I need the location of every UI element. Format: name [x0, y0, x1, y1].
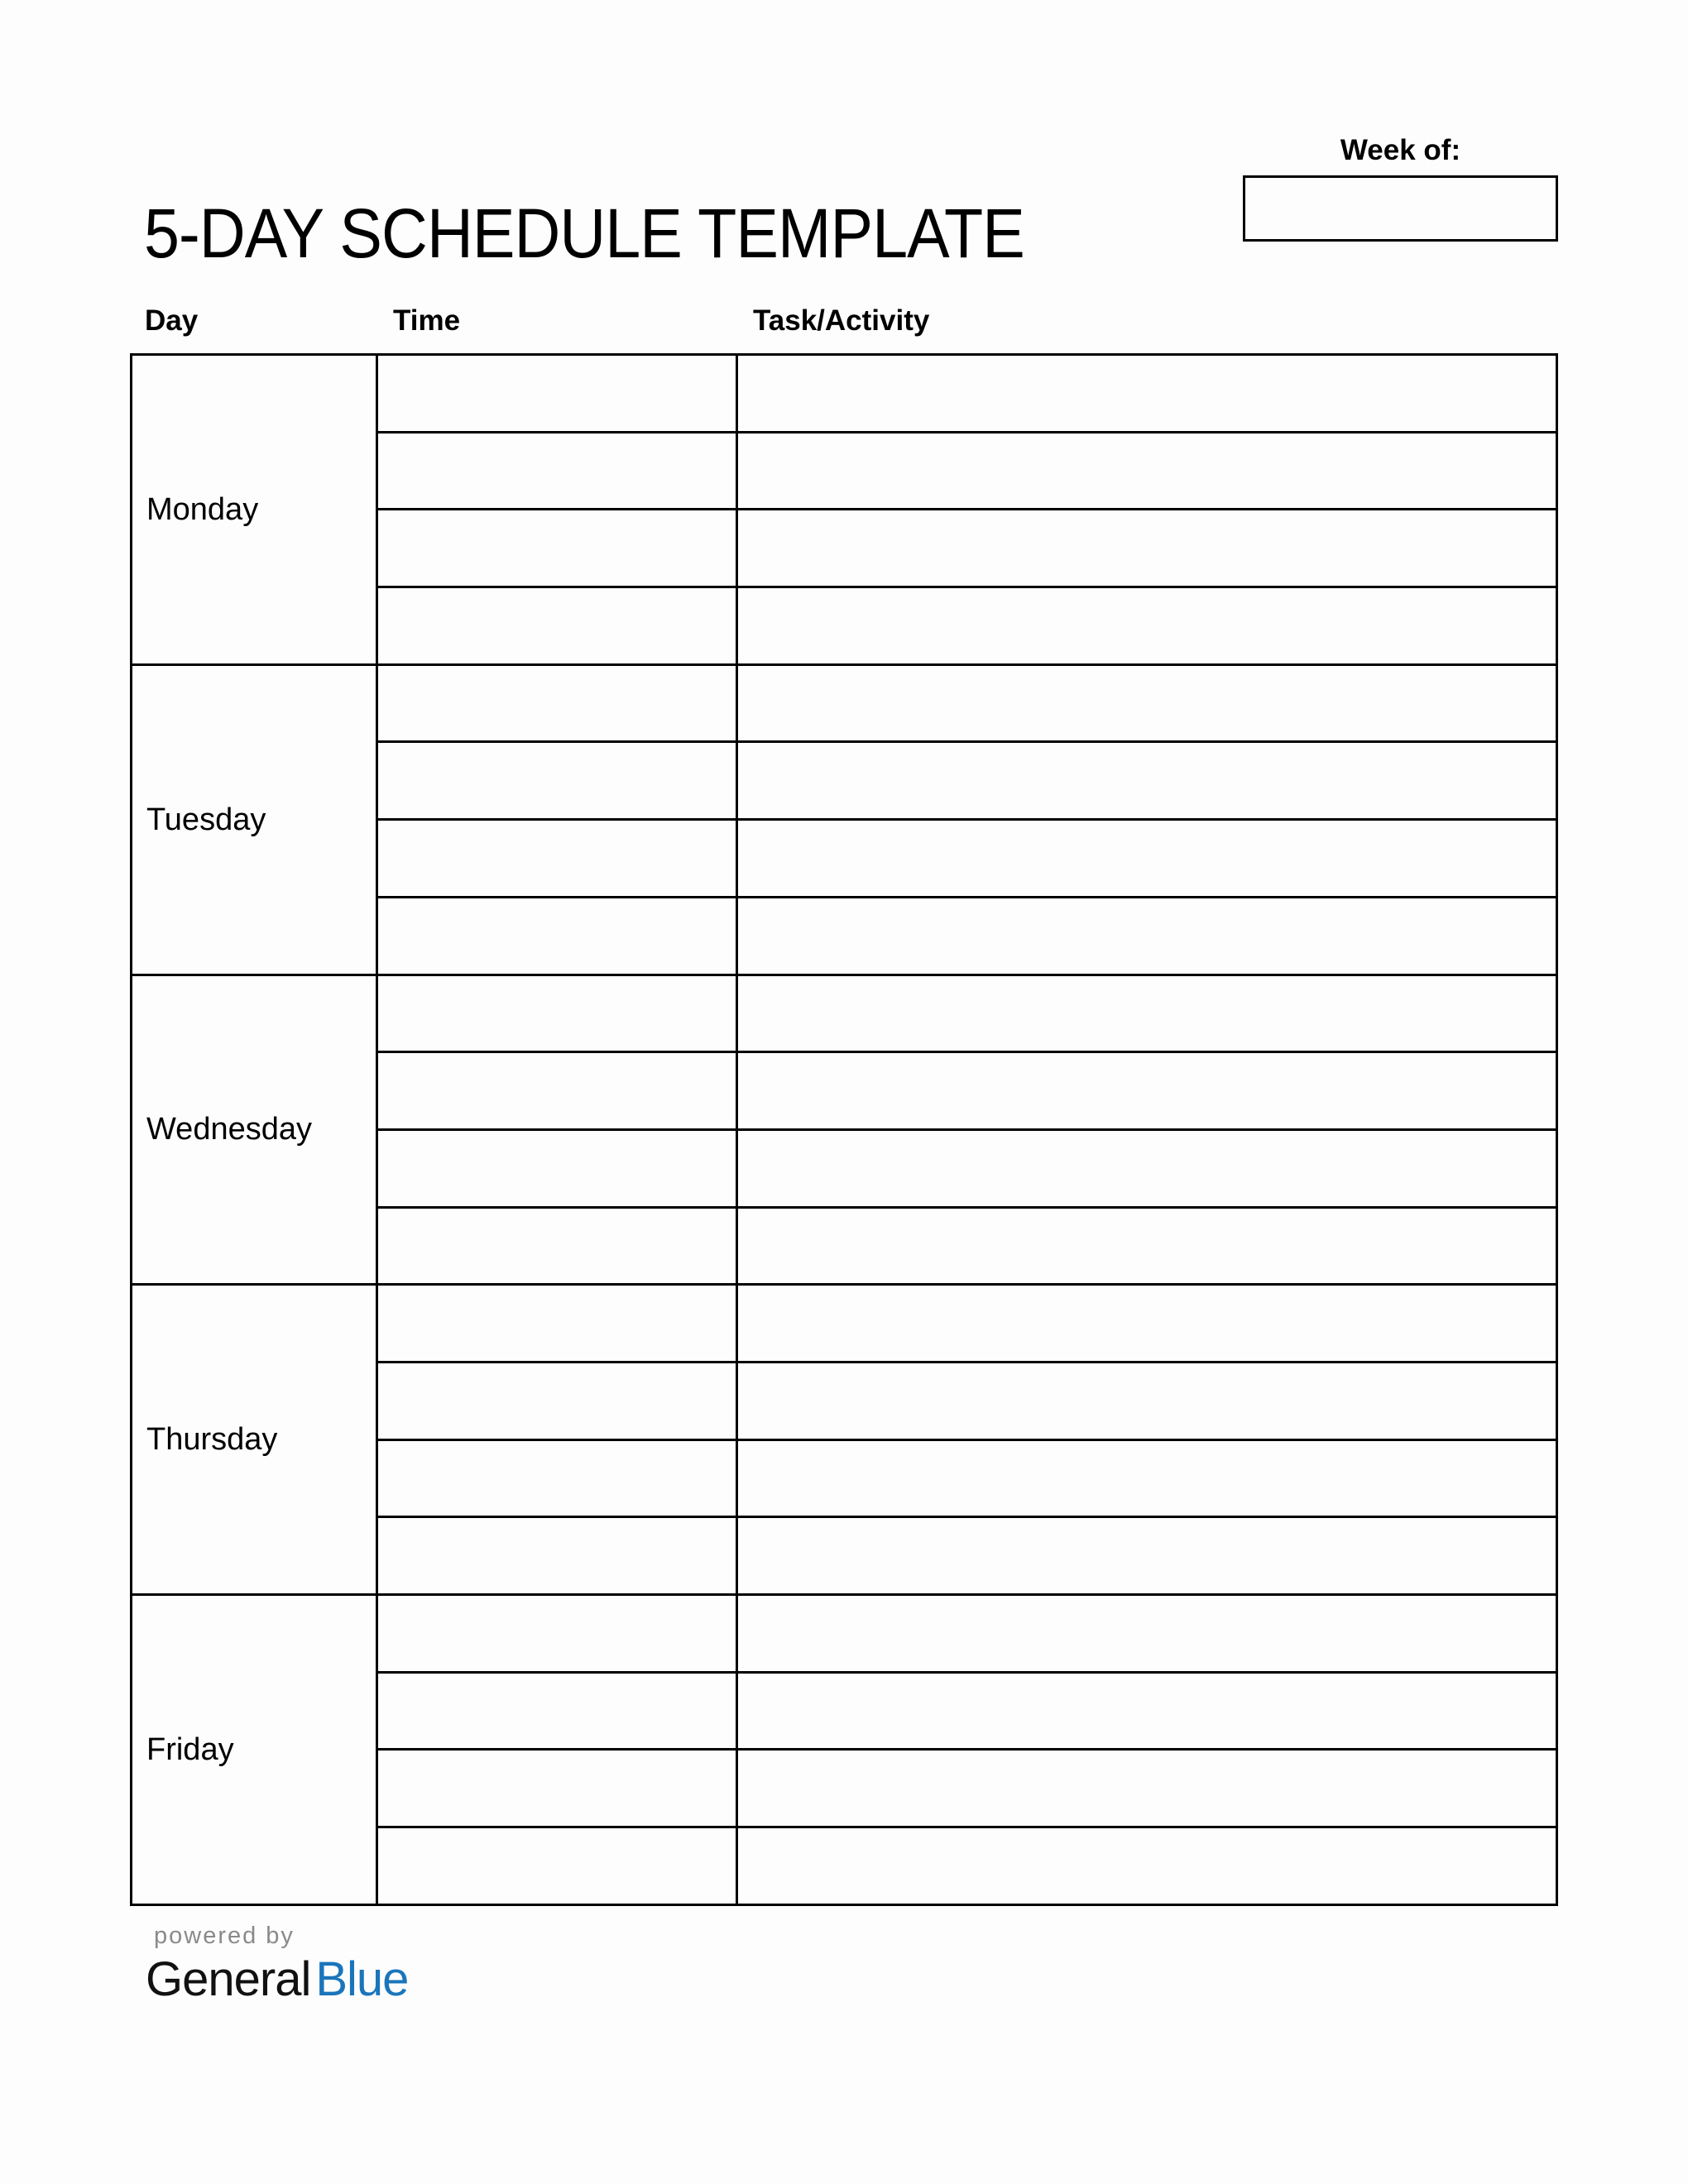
table-row — [132, 1285, 1557, 1363]
time-cell[interactable] — [377, 432, 737, 510]
time-cell[interactable] — [377, 587, 737, 665]
task-cell[interactable] — [737, 820, 1557, 898]
table-row — [132, 664, 1557, 742]
table-row — [132, 975, 1557, 1052]
column-header-day: Day — [145, 304, 199, 337]
time-cell[interactable] — [377, 1285, 737, 1363]
time-cell[interactable] — [377, 1362, 737, 1439]
task-cell[interactable] — [737, 1052, 1557, 1130]
task-cell[interactable] — [737, 742, 1557, 820]
task-cell[interactable] — [737, 1750, 1557, 1827]
task-cell[interactable] — [737, 1362, 1557, 1439]
task-cell[interactable] — [737, 1672, 1557, 1750]
brand-logo-blue: Blue — [315, 1952, 409, 2006]
week-of-field[interactable] — [1243, 175, 1558, 242]
time-cell[interactable] — [377, 742, 737, 820]
task-cell[interactable] — [737, 587, 1557, 665]
time-cell[interactable] — [377, 975, 737, 1052]
column-header-time: Time — [393, 304, 461, 337]
table-row — [132, 1595, 1557, 1673]
time-cell[interactable] — [377, 1827, 737, 1905]
time-cell[interactable] — [377, 1439, 737, 1517]
table-row — [132, 355, 1557, 433]
task-cell[interactable] — [737, 1827, 1557, 1905]
day-cell-tuesday: Tuesday — [132, 664, 377, 975]
time-cell[interactable] — [377, 1595, 737, 1673]
time-cell[interactable] — [377, 897, 737, 975]
task-cell[interactable] — [737, 664, 1557, 742]
task-cell[interactable] — [737, 1517, 1557, 1595]
column-header-task-activity: Task/Activity — [753, 304, 930, 337]
day-cell-thursday: Thursday — [132, 1285, 377, 1595]
time-cell[interactable] — [377, 510, 737, 587]
day-cell-friday: Friday — [132, 1595, 377, 1905]
brand-logo-general: General — [146, 1952, 311, 2006]
powered-by-label: powered by — [154, 1923, 295, 1949]
task-cell[interactable] — [737, 1207, 1557, 1285]
time-cell[interactable] — [377, 355, 737, 433]
task-cell[interactable] — [737, 1439, 1557, 1517]
task-cell[interactable] — [737, 510, 1557, 587]
brand-logo — [146, 1951, 408, 2009]
time-cell[interactable] — [377, 820, 737, 898]
schedule-table — [130, 353, 1558, 1906]
time-cell[interactable] — [377, 1052, 737, 1130]
time-cell[interactable] — [377, 1207, 737, 1285]
time-cell[interactable] — [377, 1750, 737, 1827]
time-cell[interactable] — [377, 664, 737, 742]
task-cell[interactable] — [737, 1595, 1557, 1673]
day-cell-monday: Monday — [132, 355, 377, 665]
task-cell[interactable] — [737, 1285, 1557, 1363]
task-cell[interactable] — [737, 1129, 1557, 1207]
task-cell[interactable] — [737, 897, 1557, 975]
week-of-label: Week of: — [1340, 134, 1461, 166]
day-cell-wednesday: Wednesday — [132, 975, 377, 1285]
time-cell[interactable] — [377, 1672, 737, 1750]
time-cell[interactable] — [377, 1517, 737, 1595]
task-cell[interactable] — [737, 432, 1557, 510]
time-cell[interactable] — [377, 1129, 737, 1207]
task-cell[interactable] — [737, 355, 1557, 433]
task-cell[interactable] — [737, 975, 1557, 1052]
page-title: 5-DAY SCHEDULE TEMPLATE — [144, 194, 1024, 273]
